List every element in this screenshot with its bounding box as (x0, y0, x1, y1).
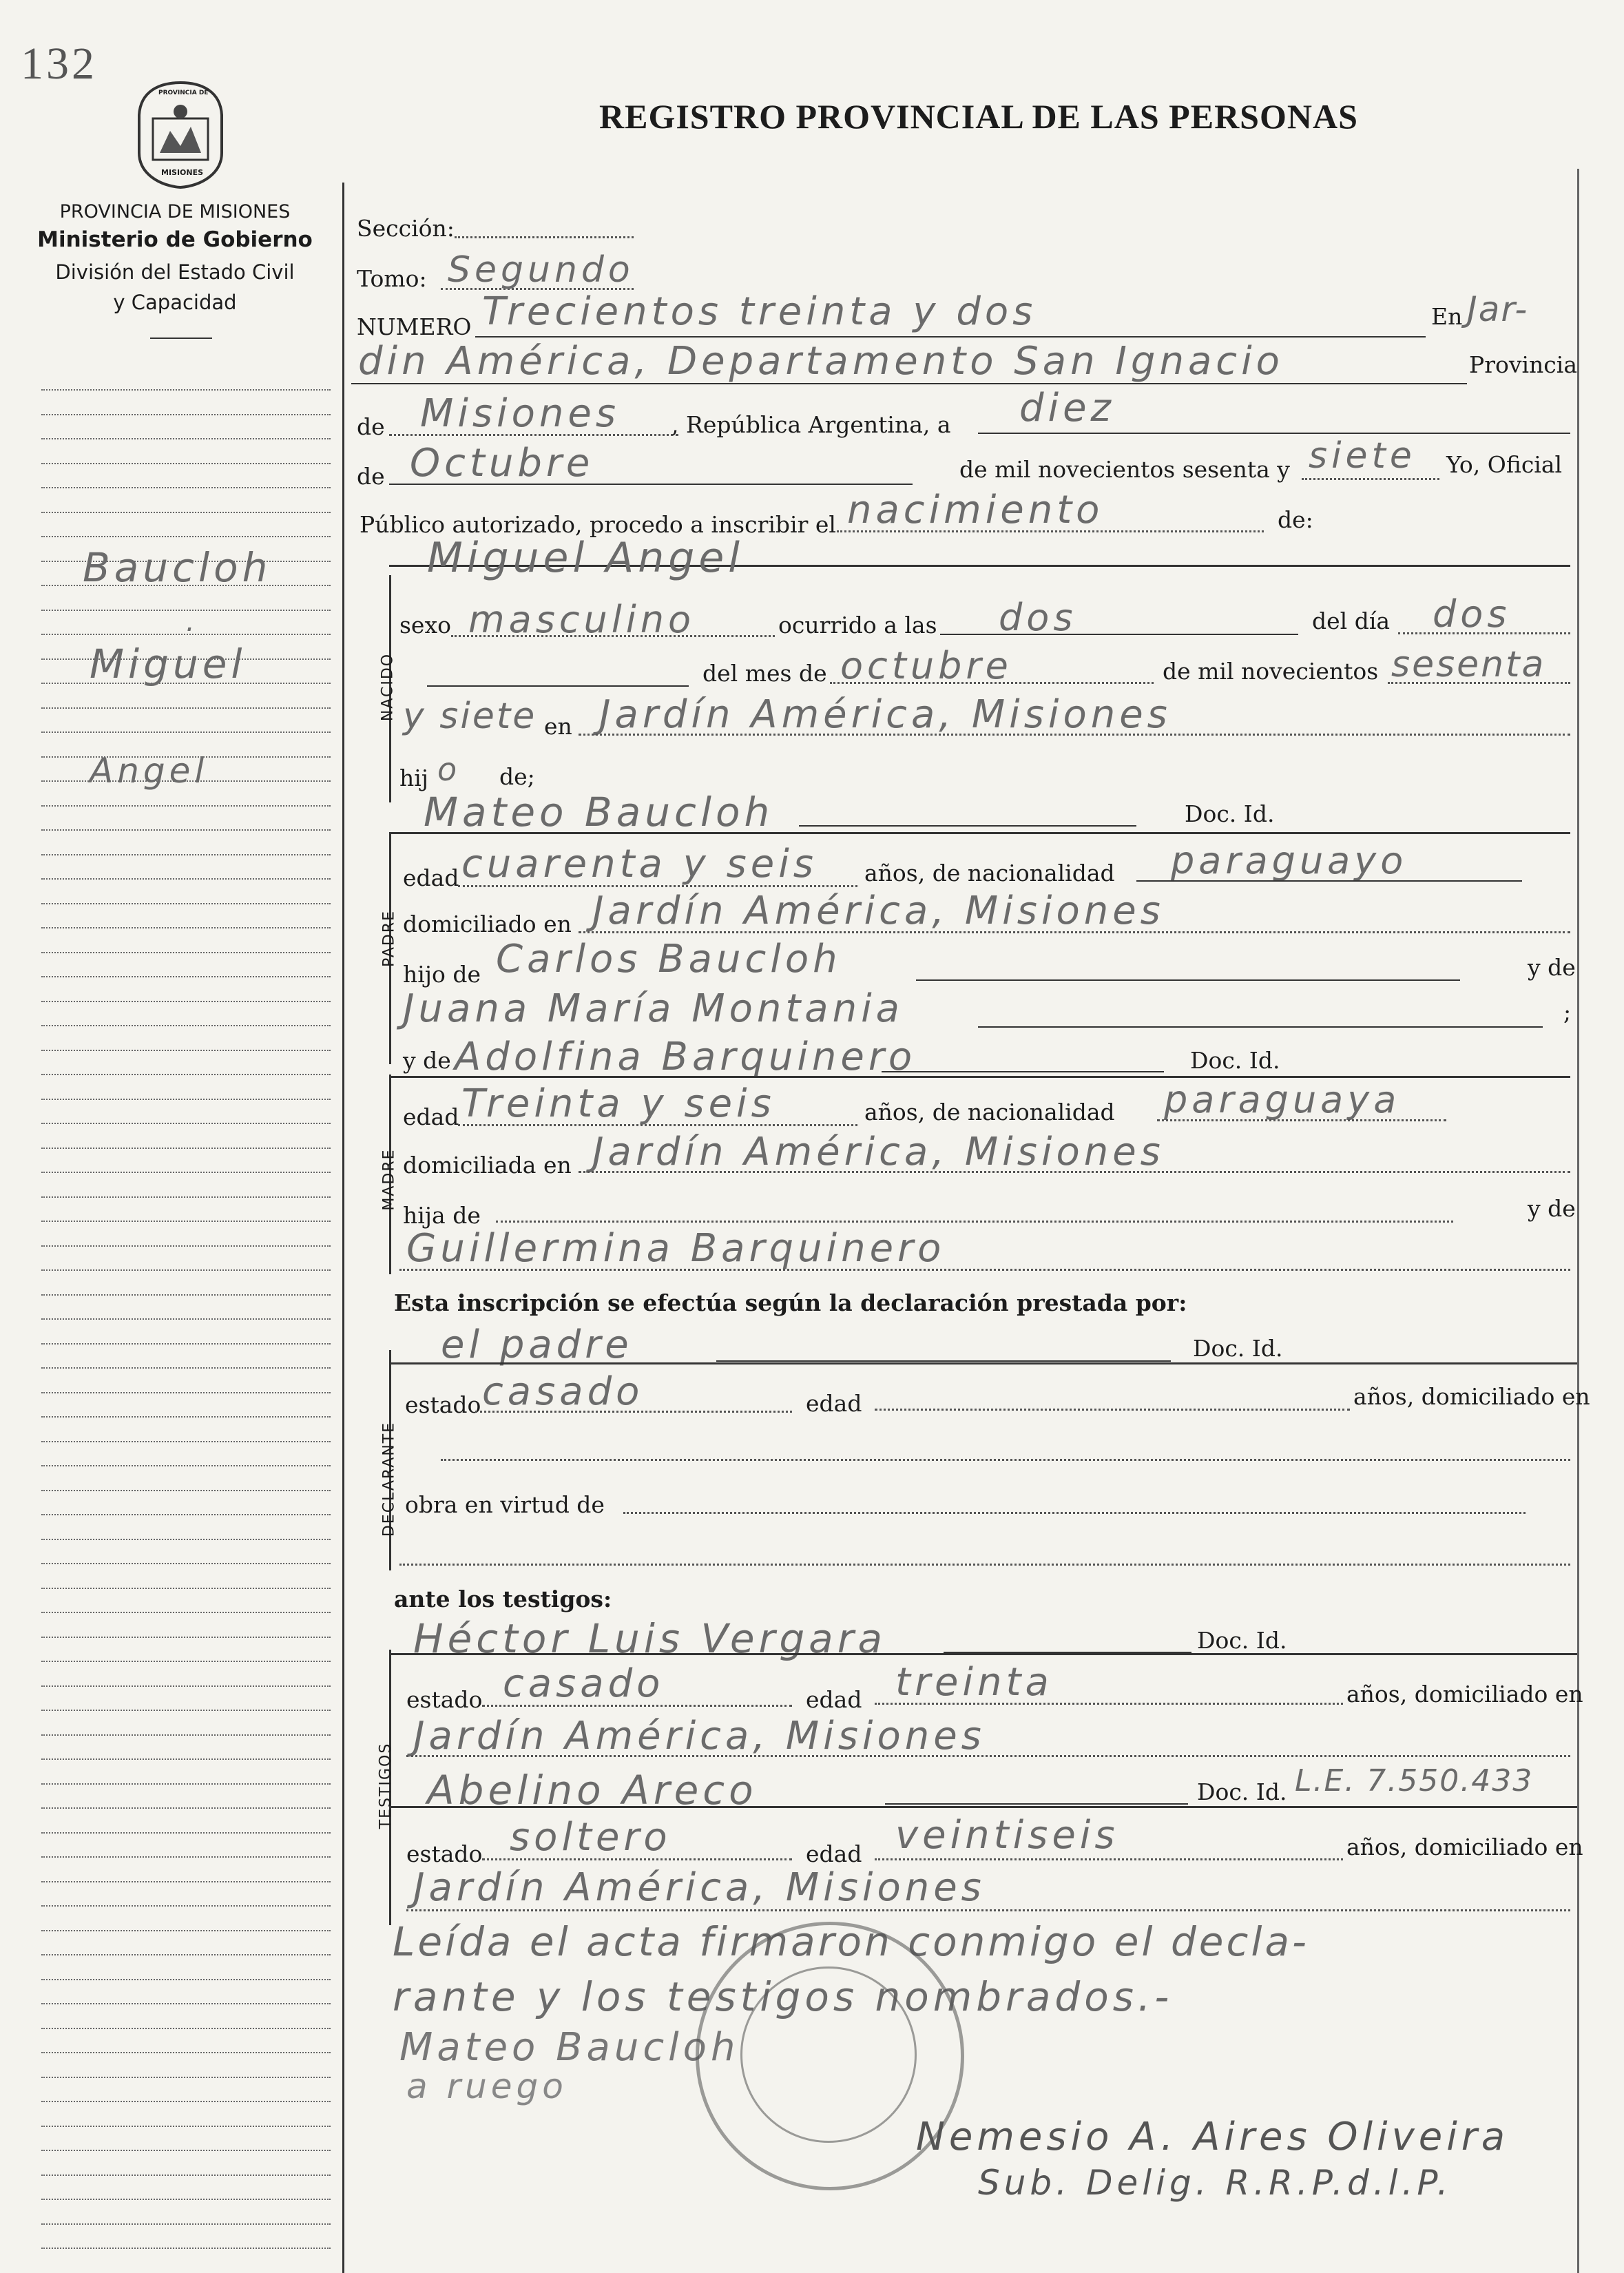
margin-rule (41, 1001, 331, 1002)
testigo1-edad-field[interactable] (875, 1703, 1343, 1705)
numero-label: NUMERO (357, 313, 472, 340)
padre-nombre: Mateo Baucloh (424, 789, 774, 835)
margin-dot: . (186, 606, 199, 638)
testigo2-estado-label: estado (406, 1840, 483, 1867)
margin-rule (41, 1954, 331, 1955)
margin-rule (41, 1905, 331, 1907)
nacido-dia-field[interactable] (1398, 632, 1570, 634)
provincia-label: Provincia (1469, 351, 1578, 378)
madre-nac-value: paraguaya (1164, 1078, 1401, 1121)
madre-section-label: MADRE (380, 1148, 398, 1211)
margin-rule (41, 1245, 331, 1247)
testigos-section-label: TESTIGOS (377, 1742, 395, 1829)
testigo2-edad: veintiseis (895, 1813, 1119, 1858)
testigo2-nombre-line (885, 1803, 1188, 1805)
closing-line-2: rante y los testigos nombrados.- (393, 1973, 1174, 2020)
en-value-2: din América, Departamento San Ignacio (358, 339, 1284, 384)
right-edge (1577, 169, 1579, 2273)
declarante-estado-value: casado (482, 1369, 644, 1414)
numero-value: Trecientos treinta y dos (482, 289, 1037, 334)
declarante-estado-field[interactable] (475, 1411, 792, 1413)
margin-rule (41, 1392, 331, 1393)
madre-doc-label: Doc. Id. (1190, 1047, 1280, 1074)
testigo1-anios-label: años, domiciliado en (1346, 1681, 1583, 1708)
declarante-section-label: DECLARANTE (380, 1421, 398, 1537)
testigo1-estado: casado (503, 1661, 665, 1706)
dia-value: diez (1019, 386, 1115, 430)
province-name: PROVINCIA DE MISIONES (59, 201, 291, 222)
nacido-mes-value: octubre (840, 644, 1012, 687)
sexo-value: masculino (468, 598, 696, 641)
margin-rule (41, 2003, 331, 2004)
margin-rule (41, 1148, 331, 1149)
testigo1-edad: treinta (895, 1660, 1053, 1705)
margin-rule (41, 1441, 331, 1442)
mes-de-label: de (357, 463, 385, 490)
testigo2-edad-label: edad (806, 1840, 862, 1867)
madre-dom-value: Jardín América, Misiones (592, 1130, 1165, 1174)
margin-rule (41, 1099, 331, 1100)
margin-rule (41, 1856, 331, 1858)
padre-madre-value: Juana María Montania (403, 986, 904, 1031)
margin-rule (41, 2248, 331, 2249)
margin-rule (41, 2199, 331, 2200)
padre-edad-value: cuarenta y seis (461, 842, 818, 886)
margin-rule (41, 829, 331, 831)
declarante-obra-field[interactable] (623, 1512, 1526, 1514)
blank-line-a (427, 685, 689, 687)
margin-rule (41, 1637, 331, 1638)
signature-official: Nemesio A. Aires Oliveira (916, 2115, 1510, 2159)
nacido-anio-field[interactable] (1388, 682, 1570, 684)
padre-semicolon: ; (1563, 999, 1572, 1026)
padre-hijo-line (916, 979, 1460, 981)
testigo1-estado-field[interactable] (482, 1705, 792, 1707)
seccion-field[interactable] (455, 236, 634, 238)
oficial-label: Yo, Oficial (1446, 451, 1563, 478)
declarante-obra-label: obra en virtud de (405, 1491, 605, 1518)
tomo-label: Tomo: (357, 265, 427, 292)
padre-edad-field[interactable] (458, 885, 857, 887)
nacido-lugar-field[interactable] (579, 734, 1570, 736)
republica-label: , República Argentina, a (672, 411, 951, 438)
madre-dom-field[interactable] (579, 1171, 1570, 1173)
numero-line (475, 336, 1426, 338)
margin-rule (41, 1783, 331, 1785)
margin-rule (41, 1807, 331, 1809)
testigo2-anios-label: años, domiciliado en (1346, 1834, 1583, 1860)
madre-nombre: Adolfina Barquinero (455, 1035, 917, 1079)
hij-label: hij (399, 765, 429, 791)
margin-rule (41, 2126, 331, 2127)
margin-rule (41, 1490, 331, 1491)
margin-rule (41, 2101, 331, 2102)
page-number: 132 (21, 39, 97, 89)
madre-nac-field[interactable] (1157, 1119, 1446, 1121)
padre-section-label: PADRE (380, 909, 398, 968)
hora-line (940, 634, 1298, 635)
margin-rule (41, 1881, 331, 1882)
madre-edad-value: Treinta y seis (461, 1081, 775, 1126)
main-divider (342, 183, 344, 2273)
madre-madre-value: Guillermina Barquinero (406, 1226, 946, 1271)
en-label: En (1431, 303, 1463, 330)
padre-doc-label: Doc. Id. (1185, 800, 1275, 827)
margin-rule (41, 1661, 331, 1662)
testigo2-doc-label: Doc. Id. (1197, 1778, 1287, 1805)
testigos-intro: ante los testigos: (394, 1586, 612, 1612)
mes-value: Octubre (410, 441, 594, 486)
margin-rule (41, 1930, 331, 1931)
tomo-value: Segundo (448, 249, 634, 291)
testigos-top-rule (389, 1653, 1577, 1655)
margin-name-2: Angel (90, 751, 209, 791)
header-underline (150, 338, 212, 339)
margin-rule (41, 1979, 331, 1980)
margin-rule (41, 2223, 331, 2225)
padre-dom-field[interactable] (579, 931, 1570, 933)
margin-rule (41, 1050, 331, 1051)
padre-edad-label: edad (403, 864, 459, 891)
margin-rule (41, 512, 331, 513)
nacido-anio-value: sesenta (1391, 644, 1546, 685)
declarante-anios-label: años, domiciliado en (1353, 1383, 1590, 1410)
madre-nac-label: años, de nacionalidad (864, 1099, 1115, 1125)
margin-rule (41, 1025, 331, 1026)
division-name-2: y Capacidad (113, 291, 237, 314)
margin-rule (41, 1269, 331, 1271)
declarante-intro: Esta inscripción se efectúa según la declaración prestada por: (394, 1289, 1187, 1316)
nacido-anio-value-2: y siete (403, 696, 537, 737)
nacido-dia-value: dos (1433, 592, 1511, 636)
testigo2-edad-field[interactable] (875, 1858, 1343, 1860)
margin-rule (41, 731, 331, 733)
margin-rule (41, 1318, 331, 1320)
testigo1-estado-label: estado (406, 1686, 483, 1713)
en-line-2 (351, 383, 1467, 384)
province-seal (132, 77, 229, 191)
ministry-name: Ministerio de Gobierno (37, 227, 313, 252)
testigo2-dom-field[interactable] (406, 1909, 1570, 1911)
margin-rule (41, 1514, 331, 1515)
margin-rule (41, 1196, 331, 1198)
declarante-nombre-line (716, 1360, 1171, 1362)
anio-value: siete (1309, 435, 1416, 477)
closing-line-1: Leída el acta firmaron conmigo el decla- (393, 1918, 1309, 1965)
margin-rule (41, 2077, 331, 2078)
declarante-top-rule (389, 1362, 1577, 1364)
declarante-dom-field[interactable] (441, 1459, 1570, 1461)
testigo1-dom-field[interactable] (406, 1755, 1570, 1757)
mes-line (389, 484, 913, 485)
publico-label: Público autorizado, procedo a inscribir el (360, 511, 836, 538)
declarante-estado-label: estado (405, 1391, 481, 1418)
mil-label: de mil novecientos sesenta y (959, 456, 1290, 483)
del-dia-label: del día (1312, 608, 1391, 634)
margin-rule (41, 1588, 331, 1589)
declarante-nombre: el padre (441, 1322, 633, 1367)
margin-rule (41, 2150, 331, 2151)
margin-rule (41, 1172, 331, 1173)
declarante-extra-field[interactable] (399, 1564, 1570, 1566)
margin-rule (41, 952, 331, 953)
madre-madre-field[interactable] (399, 1269, 1570, 1271)
margin-rule (41, 487, 331, 488)
nacido-lugar-value: Jardín América, Misiones (599, 692, 1172, 737)
de2-label: de: (1278, 506, 1313, 533)
nacido-de-label: de; (499, 763, 535, 790)
seccion-label: Sección: (357, 215, 455, 242)
margin-rule (41, 1685, 331, 1687)
testigo2-doc: L.E. 7.550.433 (1295, 1763, 1534, 1798)
margin-rule (41, 976, 331, 977)
testigo1-nombre: Héctor Luis Vergara (413, 1615, 887, 1662)
madre-yde-label: y de (403, 1047, 451, 1074)
padre-nac-value: paraguayo (1171, 839, 1408, 882)
document-title: REGISTRO PROVINCIAL DE LAS PERSONAS (599, 97, 1358, 136)
padre-nac-label: años, de nacionalidad (864, 860, 1115, 886)
margin-rule (41, 2028, 331, 2029)
seal-bottom-text: MISIONES (161, 168, 204, 177)
margin-rule (41, 1367, 331, 1369)
declarante-edad-label: edad (806, 1390, 862, 1417)
signature-ruego: a ruego (406, 2066, 568, 2106)
madre-nombre-line (882, 1071, 1164, 1072)
madre-hija-label: hija de (403, 1202, 481, 1229)
nacido-en-label: en (544, 713, 572, 740)
margin-rule (41, 903, 331, 904)
provincia-value: Misiones (420, 391, 620, 436)
testigo2-dom: Jardín América, Misiones (413, 1865, 986, 1910)
signature-declarante: Mateo Baucloh (399, 2025, 740, 2070)
madre-edad-field[interactable] (458, 1124, 857, 1126)
margin-rule (41, 536, 331, 537)
testigo1-edad-label: edad (806, 1686, 862, 1713)
margin-rule (41, 1734, 331, 1736)
margin-rule (41, 1832, 331, 1834)
hora-value: dos (999, 596, 1077, 639)
testigo2-estado-field[interactable] (482, 1858, 792, 1860)
acto-value: nacimiento (847, 488, 1104, 532)
del-mes-label: del mes de (702, 660, 827, 687)
padre-nombre-line (799, 825, 1136, 827)
padre-madre-line (978, 1026, 1543, 1028)
margin-rule (41, 927, 331, 928)
margin-rule (41, 1465, 331, 1466)
padre-nac-line (1136, 880, 1522, 882)
nacido-mes-field[interactable] (830, 682, 1154, 684)
padre-hijo-label: hijo de (403, 961, 481, 988)
margin-rule (41, 463, 331, 464)
provincia-field[interactable] (389, 434, 678, 436)
padre-dom-label: domiciliado en (403, 911, 572, 937)
margin-rule (41, 878, 331, 880)
ocurrido-label: ocurrido a las (778, 612, 937, 639)
testigo2-nombre: Abelino Areco (427, 1767, 758, 1814)
division-name: División del Estado Civil (55, 260, 295, 284)
padre-yde-label: y de (1528, 954, 1576, 981)
margin-rule (41, 1343, 331, 1345)
margin-rule (41, 1563, 331, 1564)
margin-rule (41, 805, 331, 807)
margin-rule (41, 1123, 331, 1124)
sexo-label: sexo (399, 612, 451, 639)
margin-rule (41, 1612, 331, 1613)
nacido-nombre: Miguel Angel (427, 534, 744, 582)
margin-rule (41, 707, 331, 709)
padre-top-rule (389, 832, 1570, 834)
anio-field[interactable] (1302, 478, 1439, 480)
margin-rule (41, 1294, 331, 1296)
de-label: de (357, 413, 385, 440)
margin-rule (41, 389, 331, 391)
dia-line (978, 433, 1570, 434)
testigo1-doc-label: Doc. Id. (1197, 1627, 1287, 1654)
official-stamp-inner (740, 1966, 917, 2143)
testigo1-dom: Jardín América, Misiones (413, 1714, 986, 1758)
nacido-mil-label: de mil novecientos (1163, 658, 1379, 685)
madre-hija-field[interactable] (496, 1221, 1453, 1223)
margin-name-1: Miguel (90, 641, 247, 687)
declarante-doc-label: Doc. Id. (1193, 1335, 1283, 1362)
madre-yde2-label: y de (1528, 1195, 1576, 1222)
margin-rule (41, 1539, 331, 1540)
margin-rule (41, 2052, 331, 2053)
nacido-section-label: NACIDO (379, 652, 397, 722)
testigo2-top-rule (389, 1806, 1577, 1808)
margin-rule (41, 1074, 331, 1075)
margin-rule (41, 1221, 331, 1222)
acto-field[interactable] (837, 530, 1264, 532)
declarante-edad-field[interactable] (875, 1409, 1350, 1411)
padre-dom-value: Jardín América, Misiones (592, 889, 1165, 933)
margin-rule (41, 414, 331, 415)
margin-rule (41, 854, 331, 855)
hij-value: o (437, 751, 461, 788)
madre-dom-label: domiciliada en (403, 1152, 572, 1179)
seal-top-text: PROVINCIA DE (158, 90, 209, 96)
madre-edad-label: edad (403, 1103, 459, 1130)
margin-rule (41, 2175, 331, 2176)
margin-rule (41, 1416, 331, 1418)
margin-rule (41, 1758, 331, 1760)
en-value-1: Jar- (1467, 289, 1529, 329)
sexo-field[interactable] (451, 635, 775, 637)
margin-rule (41, 438, 331, 439)
testigo2-estado: soltero (510, 1815, 672, 1860)
signature-official-title: Sub. Delig. R.R.P.d.l.P. (978, 2163, 1453, 2203)
padre-hijo-value: Carlos Baucloh (496, 937, 842, 982)
margin-surname: Baucloh (83, 544, 272, 591)
margin-rule (41, 1710, 331, 1711)
